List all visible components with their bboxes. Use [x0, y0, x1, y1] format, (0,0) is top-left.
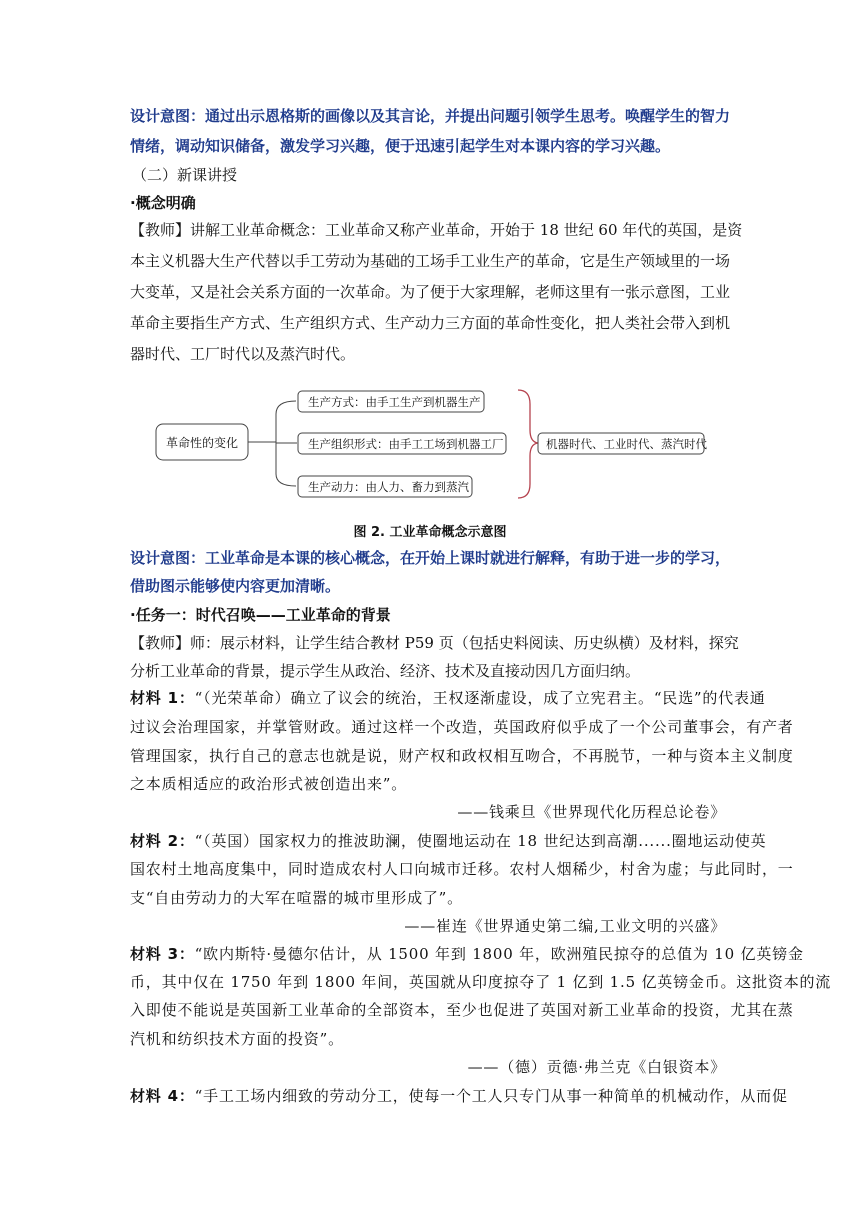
material-3-line-3: 入即使不能说是英国新工业革命的全部资本，至少也促进了英国对新工业革命的投资，尤其在蒸: [130, 1001, 794, 1019]
material-3-line-4: 汽机和纺织技术方面的投资”。: [130, 1030, 344, 1048]
design-intent-line-1: 设计意图：通过出示恩格斯的画像以及其言论，并提出问题引领学生思考。唤醒学生的智力: [130, 107, 731, 125]
teacher-para-line-4: 革命主要指生产方式、生产组织方式、生产动力三方面的革命性变化，把人类社会带入到机: [130, 314, 731, 332]
material-1-line-2: 过议会治理国家，并掌管财政。通过这样一个改造，英国政府似乎成了一个公司董事会，有产者: [130, 718, 794, 736]
task1-para-line-2: 分析工业革命的背景，提示学生从政治、经济、技术及直接动因几方面归纳。: [130, 662, 641, 680]
design-intent-line-2: 情绪，调动知识储备，激发学习兴趣，便于迅速引起学生对本课内容的学习兴趣。: [130, 137, 671, 155]
concept-diagram: [0, 378, 860, 508]
material-2-line-2: 国农村土地高度集中，同时造成农村人口向城市迁移。农村人烟稀少，村舍为虚；与此同时，一: [130, 860, 794, 878]
teacher-para-line-1: 【教师】讲解工业革命概念：工业革命又称产业革命，开始于 18 世纪 60 年代的英国，是资: [130, 221, 743, 239]
material-2-line-3: 支“自由劳动力的大军在喧嚣的城市里形成了”。: [130, 889, 463, 907]
design-intent-2-line-1: 设计意图：工业革命是本课的核心概念，在开始上课时就进行解释，有助于进一步的学习，: [130, 549, 731, 567]
material-1-label: 材料 1：: [130, 689, 195, 707]
diagram-branch-label-2: 生产组织形式：由手工工场到机器工厂: [308, 437, 504, 451]
diagram-root-label: 革命性的变化: [165, 436, 239, 450]
material-4-label: 材料 4：: [130, 1087, 195, 1105]
diagram-result-label: 机器时代、工业时代、蒸汽时代: [546, 437, 707, 451]
material-2-source: ——崔连《世界通史第二编,工业文明的兴盛》: [404, 917, 726, 935]
material-1-line-1: 材料 1：“（光荣革命）确立了议会的统治，王权逐渐虚设，成了立宪君主。“民选”的代表通: [130, 689, 766, 707]
diagram-curly-brace: [518, 390, 538, 498]
material-3-line-2: 币，其中仅在 1750 年到 1800 年间，英国就从印度掠夺了 1 亿到 1.5 亿英镑金币。这批资本的流: [130, 973, 832, 991]
material-2-line-1: 材料 2：“（英国）国家权力的推波助澜，使圈地运动在 18 世纪达到高潮......圈地运动使英: [130, 832, 767, 850]
material-1-line-4: 之本质相适应的政治形式被创造出来”。: [130, 775, 408, 793]
material-3-label: 材料 3：: [130, 945, 195, 963]
design-intent-2-line-2: 借助图示能够使内容更加清晰。: [130, 577, 341, 595]
diagram-branch-label-1: 生产方式：由手工生产到机器生产: [308, 395, 481, 409]
figure-caption: 图 2. 工业革命概念示意图: [353, 525, 507, 540]
teacher-para-line-5: 器时代、工厂时代以及蒸汽时代。: [130, 345, 356, 363]
diagram-branch-label-3: 生产动力：由人力、畜力到蒸汽: [308, 480, 469, 494]
teacher-para-line-2: 本主义机器大生产代替以手工劳动为基础的工场手工业生产的革命，它是生产领域里的一场: [130, 252, 731, 270]
teacher-para-line-3: 大变革，又是社会关系方面的一次革命。为了便于大家理解，老师这里有一张示意图，工业: [130, 283, 731, 301]
material-4-line-1: 材料 4：“手工工场内细致的劳动分工，使每一个工人只专门从事一种简单的机械动作，从而促: [130, 1087, 788, 1105]
concept-heading: ·概念明确: [130, 194, 196, 212]
material-1-source: ——钱乘旦《世界现代化历程总论卷》: [457, 803, 726, 821]
section-title: （二）新课讲授: [132, 166, 238, 184]
task1-para-line-1: 【教师】师：展示材料，让学生结合教材 P59 页（包括史料阅读、历史纵横）及材料，探究: [130, 634, 739, 652]
material-1-line-3: 管理国家，执行自己的意志也就是说，财产权和政权相互吻合，不再脱节，一种与资本主义制度: [130, 747, 794, 765]
material-2-label: 材料 2：: [130, 832, 195, 850]
task1-heading: ·任务一：时代召唤——工业革命的背景: [130, 606, 391, 624]
material-3-source: ——（德）贡德·弗兰克《白银资本》: [467, 1058, 726, 1076]
material-3-line-1: 材料 3：“欧内斯特·曼德尔估计，从 1500 年到 1800 年，欧洲殖民掠夺的总值为 10 亿英镑金: [130, 945, 804, 963]
